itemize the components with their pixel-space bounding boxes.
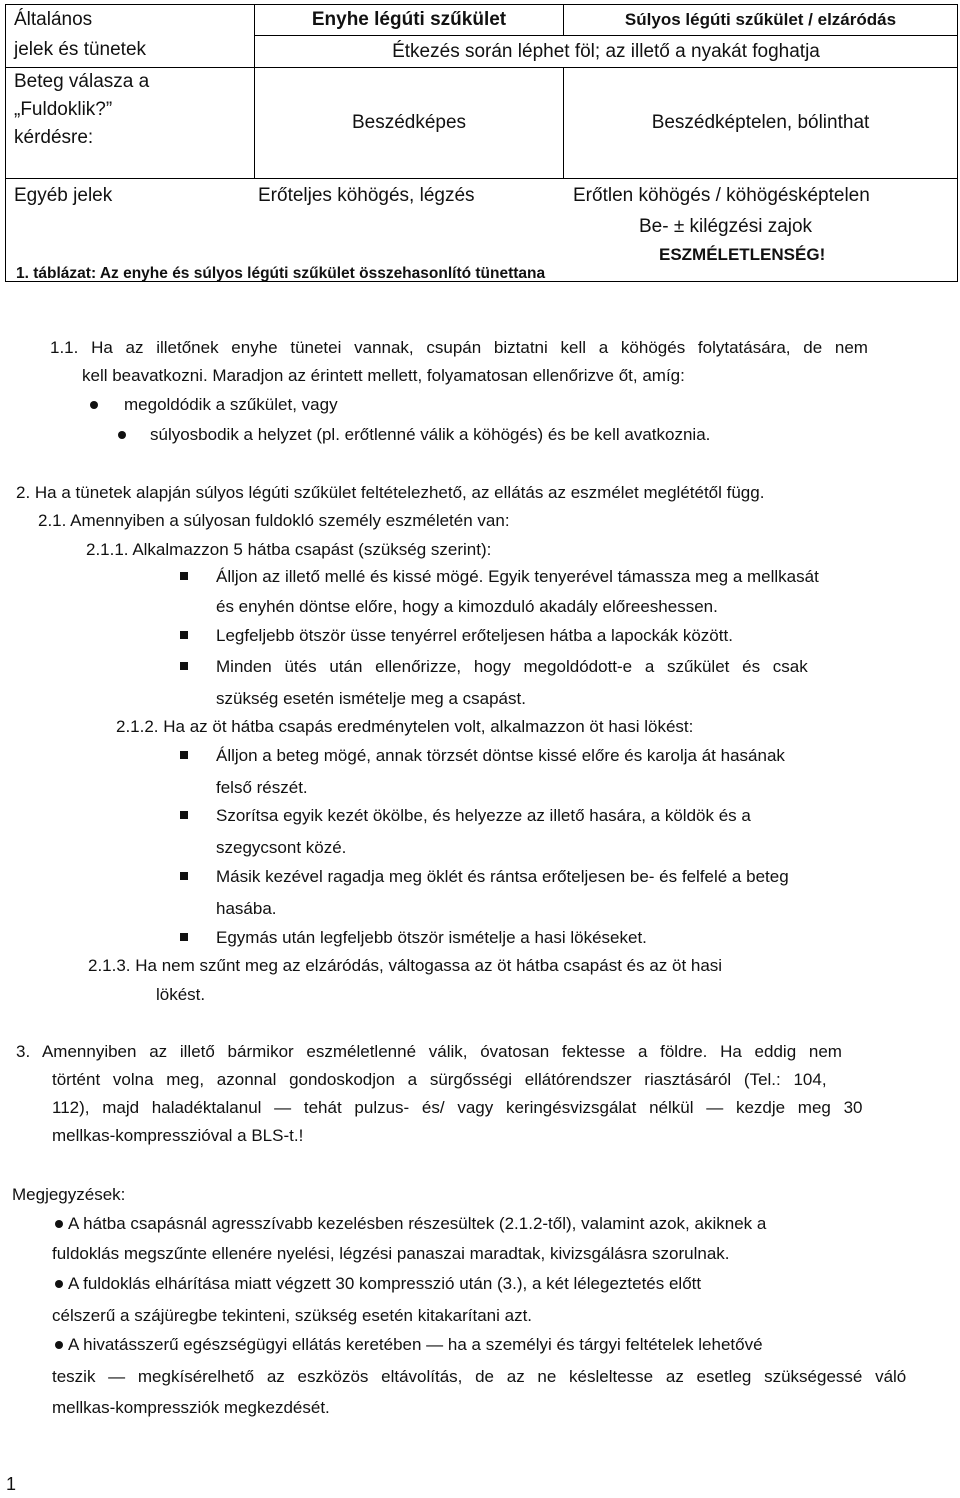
bullet-worsens: súlyosbodik a helyzet (pl. erőtlenné válik a köhögés) és be kell avatkoznia. [150, 425, 711, 444]
square-bullet-icon [180, 662, 188, 670]
abdominal-thrust-step-3-line-2: hasába. [216, 899, 277, 918]
back-blow-step-1-line-2: és enyhén döntse előre, hogy a kimozduló akadály előreeshessen. [216, 597, 718, 616]
back-blow-step-2: Legfeljebb ötször üsse tenyérrel erőteljesen hátba a lapockák között. [216, 626, 733, 645]
note-3-line-2: teszik — megkísérelhető az eszközös eltávolítás, de az ne késleltesse az esetleg szükségessé váló [52, 1367, 907, 1386]
page-number: 1 [6, 1474, 17, 1494]
mild-response-cell: Beszédképes [255, 68, 564, 179]
note-1-line-1: A hátba csapásnál agresszívabb kezelésben részesültek (2.1.2-től), valamint azok, akiknek a [68, 1214, 767, 1233]
square-bullet-icon [180, 751, 188, 759]
paragraph-2-1-3-line-2: lökést. [156, 985, 206, 1004]
abdominal-thrust-step-1-line-1: Álljon a beteg mögé, annak törzsét döntse kissé előre és karolja át hasának [216, 746, 785, 765]
note-2-line-1: A fuldoklás elhárítása miatt végzett 30 kompresszió után (3.), a két lélegeztetés előtt [68, 1274, 702, 1293]
back-blow-step-3-line-1: Minden ütés után ellenőrizze, hogy megoldódott-e a szűkület és csak [216, 657, 808, 676]
note-1-line-2: fuldoklás megszűnte ellenére nyelési, légzési panaszai maradtak, kivizsgálásra szorulnak. [52, 1244, 730, 1263]
eating-onset-cell: Étkezés során léphet föl; az illető a nyakát foghatja [255, 36, 958, 68]
note-3-line-1: A hivatásszerű egészségügyi ellátás keretében — ha a személyi és tárgyi feltételek lehetővé [68, 1335, 763, 1354]
bullet-icon [55, 1341, 63, 1349]
paragraph-2: 2. Ha a tünetek alapján súlyos légúti szűkület feltételezhető, az ellátás az eszmélet meglététől függ. [16, 483, 765, 502]
paragraph-3-line-4: mellkas-kompresszióval a BLS-t.! [52, 1126, 304, 1145]
square-bullet-icon [180, 872, 188, 880]
bullet-icon [55, 1280, 63, 1288]
back-blow-step-1-line-1: Álljon az illető mellé és kissé mögé. Egyik tenyerével támassza meg a mellkasát [216, 567, 819, 586]
abdominal-thrust-step-3-line-1: Másik kezével ragadja meg öklét és rántsa erőteljesen be- és felfelé a beteg [216, 867, 789, 886]
response-label-cell [6, 68, 255, 179]
bullet-icon [55, 1220, 63, 1228]
paragraph-2-1-3-line-1: 2.1.3. Ha nem szűnt meg az elzáródás, váltogassa az öt hátba csapást és az öt hasi [88, 956, 723, 975]
paragraph-2-1: 2.1. Amennyiben a súlyosan fuldokló személy eszméletén van: [38, 511, 510, 530]
other-signs-row [6, 179, 958, 282]
paragraph-3-line-2: történt volna meg, azonnal gondoskodjon a sürgősségi ellátórendszer riasztásáról (Tel.: 104, [52, 1070, 827, 1089]
response-label-2: „Fuldoklik?” [14, 99, 113, 120]
other-signs-severe-1: Erőtlen köhögés / köhögésképtelen [573, 185, 870, 206]
note-3-line-3: mellkas-kompressziók megkezdését. [52, 1398, 330, 1417]
square-bullet-icon [180, 811, 188, 819]
general-signs-label-1: Általános [14, 9, 93, 30]
paragraph-3-line-1: 3. Amennyiben az illető bármikor eszméletlenné válik, óvatosan fektesse a földre. Ha eddig nem [16, 1042, 842, 1061]
square-bullet-icon [180, 933, 188, 941]
abdominal-thrust-step-4: Egymás után legfeljebb ötször ismételje a hasi lökéseket. [216, 928, 647, 947]
other-signs-severe-3: ESZMÉLETLENSÉG! [659, 245, 826, 264]
mild-obstruction-header: Enyhe légúti szűkület [255, 5, 564, 36]
paragraph-2-1-2: 2.1.2. Ha az öt hátba csapás eredménytelen volt, alkalmazzon öt hasi lökést: [116, 717, 694, 736]
general-signs-label-2: jelek és tünetek [14, 39, 147, 60]
square-bullet-icon [180, 572, 188, 580]
note-2-line-2: célszerű a szájüregbe tekinteni, szükség esetén kitakarítani azt. [52, 1306, 533, 1325]
other-signs-mild: Erőteljes köhögés, légzés [258, 185, 475, 206]
paragraph-1-1-line-2: kell beavatkozni. Maradjon az érintett mellett, folyamatosan ellenőrizve őt, amíg: [82, 366, 685, 385]
table-caption: 1. táblázat: Az enyhe és súlyos légúti szűkület összehasonlító tünettana [16, 265, 546, 282]
paragraph-1-1-line-1: 1.1. Ha az illetőnek enyhe tünetei vannak, csupán biztatni kell a köhögés folytatására, de nem [50, 338, 868, 357]
bullet-icon [118, 431, 126, 439]
bullet-resolves: megoldódik a szűkület, vagy [124, 395, 338, 414]
abdominal-thrust-step-2-line-2: szegycsont közé. [216, 838, 347, 857]
square-bullet-icon [180, 631, 188, 639]
general-signs-header [6, 5, 255, 68]
abdominal-thrust-step-1-line-2: felső részét. [216, 778, 308, 797]
other-signs-severe-2: Be- ± kilégzési zajok [639, 216, 813, 237]
response-label-1: Beteg válasza a [14, 71, 150, 92]
notes-title: Megjegyzések: [12, 1185, 126, 1204]
other-signs-label: Egyéb jelek [14, 185, 113, 206]
back-blow-step-3-line-2: szükség esetén ismételje meg a csapást. [216, 689, 526, 708]
severe-obstruction-header: Súlyos légúti szűkület / elzáródás [564, 5, 958, 36]
paragraph-2-1-1: 2.1.1. Alkalmazzon 5 hátba csapást (szükség szerint): [86, 540, 492, 559]
paragraph-3-line-3: 112), majd haladéktalanul — tehát pulzus- és/ vagy keringésvizsgálat nélkül — kezdje meg 30 [52, 1098, 863, 1117]
bullet-icon [90, 401, 98, 409]
response-label-3: kérdésre: [14, 127, 94, 148]
severe-response-cell: Beszédképtelen, bólinthat [564, 68, 958, 179]
abdominal-thrust-step-2-line-1: Szorítsa egyik kezét ökölbe, és helyezze az illető hasára, a köldök és a [216, 806, 751, 825]
comparison-table [5, 4, 958, 282]
